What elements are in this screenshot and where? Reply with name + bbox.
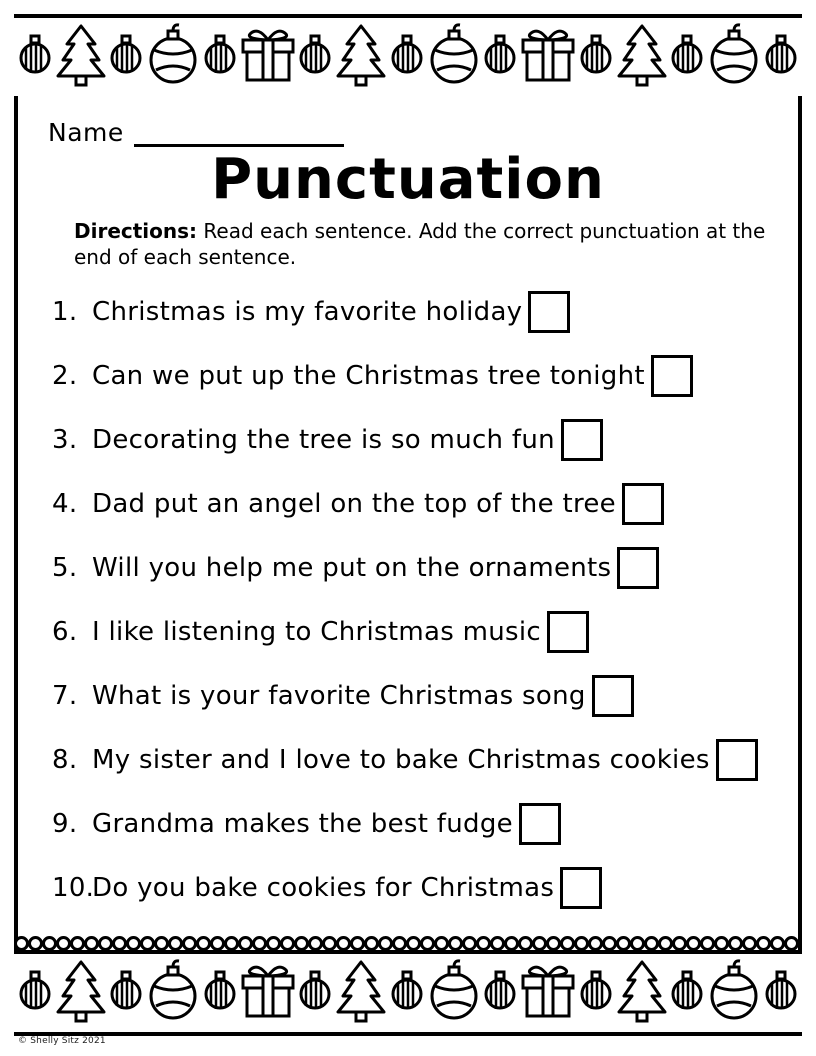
list-item — [48, 408, 768, 472]
list-item — [48, 600, 768, 664]
item-number: 7. — [52, 680, 78, 711]
striped-ball-ornament-icon — [19, 968, 51, 1018]
striped-ball-ornament-icon — [110, 32, 142, 82]
striped-ball-ornament-icon — [580, 32, 612, 82]
punctuation-answer-box[interactable] — [592, 675, 634, 717]
christmas-tree-icon — [614, 958, 670, 1028]
striped-ball-ornament-icon — [484, 32, 516, 82]
item-sentence: What is your favorite Christmas song — [92, 680, 586, 711]
page-title: Punctuation — [211, 147, 605, 212]
item-sentence: Will you help me put on the ornaments — [92, 552, 612, 583]
round-ornament-icon — [425, 958, 483, 1028]
striped-ball-ornament-icon — [671, 32, 703, 82]
punctuation-answer-box[interactable] — [560, 867, 602, 909]
list-item — [48, 472, 768, 536]
christmas-tree-icon — [333, 22, 389, 92]
round-ornament-icon — [705, 22, 763, 92]
christmas-tree-icon — [614, 22, 670, 92]
item-sentence: Christmas is my favorite holiday — [92, 296, 523, 327]
bottom-decorative-border — [14, 950, 802, 1036]
round-ornament-icon — [144, 958, 202, 1028]
round-ornament-icon — [705, 958, 763, 1028]
sentence-list — [48, 280, 768, 920]
striped-ball-ornament-icon — [580, 968, 612, 1018]
item-number: 10. — [52, 872, 95, 903]
punctuation-answer-box[interactable] — [617, 547, 659, 589]
list-item — [48, 664, 768, 728]
item-sentence: I like listening to Christmas music — [92, 616, 541, 647]
punctuation-answer-box[interactable] — [622, 483, 664, 525]
punctuation-answer-box[interactable] — [561, 419, 603, 461]
striped-ball-ornament-icon — [765, 32, 797, 82]
item-number: 1. — [52, 296, 78, 327]
worksheet-content — [18, 96, 798, 954]
striped-ball-ornament-icon — [299, 32, 331, 82]
list-item — [48, 856, 768, 920]
striped-ball-ornament-icon — [671, 968, 703, 1018]
striped-ball-ornament-icon — [765, 968, 797, 1018]
top-decorative-border — [14, 14, 802, 100]
striped-ball-ornament-icon — [204, 968, 236, 1018]
round-ornament-icon — [144, 22, 202, 92]
striped-ball-ornament-icon — [204, 32, 236, 82]
striped-ball-ornament-icon — [484, 968, 516, 1018]
gift-box-icon — [238, 960, 298, 1026]
copyright-footer: © Shelly Sitz 2021 — [18, 1036, 106, 1046]
punctuation-answer-box[interactable] — [651, 355, 693, 397]
striped-ball-ornament-icon — [110, 968, 142, 1018]
worksheet-body — [14, 96, 802, 954]
list-item — [48, 792, 768, 856]
item-number: 5. — [52, 552, 78, 583]
scallop-row — [14, 936, 802, 950]
item-sentence: Dad put an angel on the top of the tree — [92, 488, 616, 519]
top-ornament-row — [14, 18, 802, 96]
directions — [74, 218, 768, 270]
item-number: 2. — [52, 360, 78, 391]
christmas-tree-icon — [53, 958, 109, 1028]
name-field-row — [48, 118, 768, 147]
directions-text: Read each sentence. Add the correct punctuation at the end of each sentence. — [74, 218, 766, 269]
striped-ball-ornament-icon — [391, 32, 423, 82]
punctuation-answer-box[interactable] — [547, 611, 589, 653]
item-sentence: Decorating the tree is so much fun — [92, 424, 555, 455]
item-sentence: Do you bake cookies for Christmas — [92, 872, 555, 903]
item-number: 8. — [52, 744, 78, 775]
item-number: 9. — [52, 808, 78, 839]
christmas-tree-icon — [53, 22, 109, 92]
gift-box-icon — [238, 24, 298, 90]
punctuation-answer-box[interactable] — [528, 291, 570, 333]
item-sentence: Can we put up the Christmas tree tonight — [92, 360, 645, 391]
item-number: 6. — [52, 616, 78, 647]
gift-box-icon — [518, 960, 578, 1026]
list-item — [48, 280, 768, 344]
bottom-ornament-row — [14, 954, 802, 1032]
item-sentence: Grandma makes the best fudge — [92, 808, 513, 839]
punctuation-answer-box[interactable] — [716, 739, 758, 781]
striped-ball-ornament-icon — [299, 968, 331, 1018]
bottom-scallop-trim — [14, 936, 802, 950]
list-item — [48, 728, 768, 792]
name-input-line[interactable] — [134, 120, 344, 147]
item-sentence: My sister and I love to bake Christmas cookies — [92, 744, 710, 775]
christmas-tree-icon — [333, 958, 389, 1028]
item-number: 3. — [52, 424, 78, 455]
punctuation-answer-box[interactable] — [519, 803, 561, 845]
gift-box-icon — [518, 24, 578, 90]
round-ornament-icon — [425, 22, 483, 92]
list-item — [48, 344, 768, 408]
striped-ball-ornament-icon — [391, 968, 423, 1018]
striped-ball-ornament-icon — [19, 32, 51, 82]
list-item — [48, 536, 768, 600]
item-number: 4. — [52, 488, 78, 519]
name-label: Name — [48, 118, 124, 147]
directions-label: Directions: — [74, 218, 198, 243]
